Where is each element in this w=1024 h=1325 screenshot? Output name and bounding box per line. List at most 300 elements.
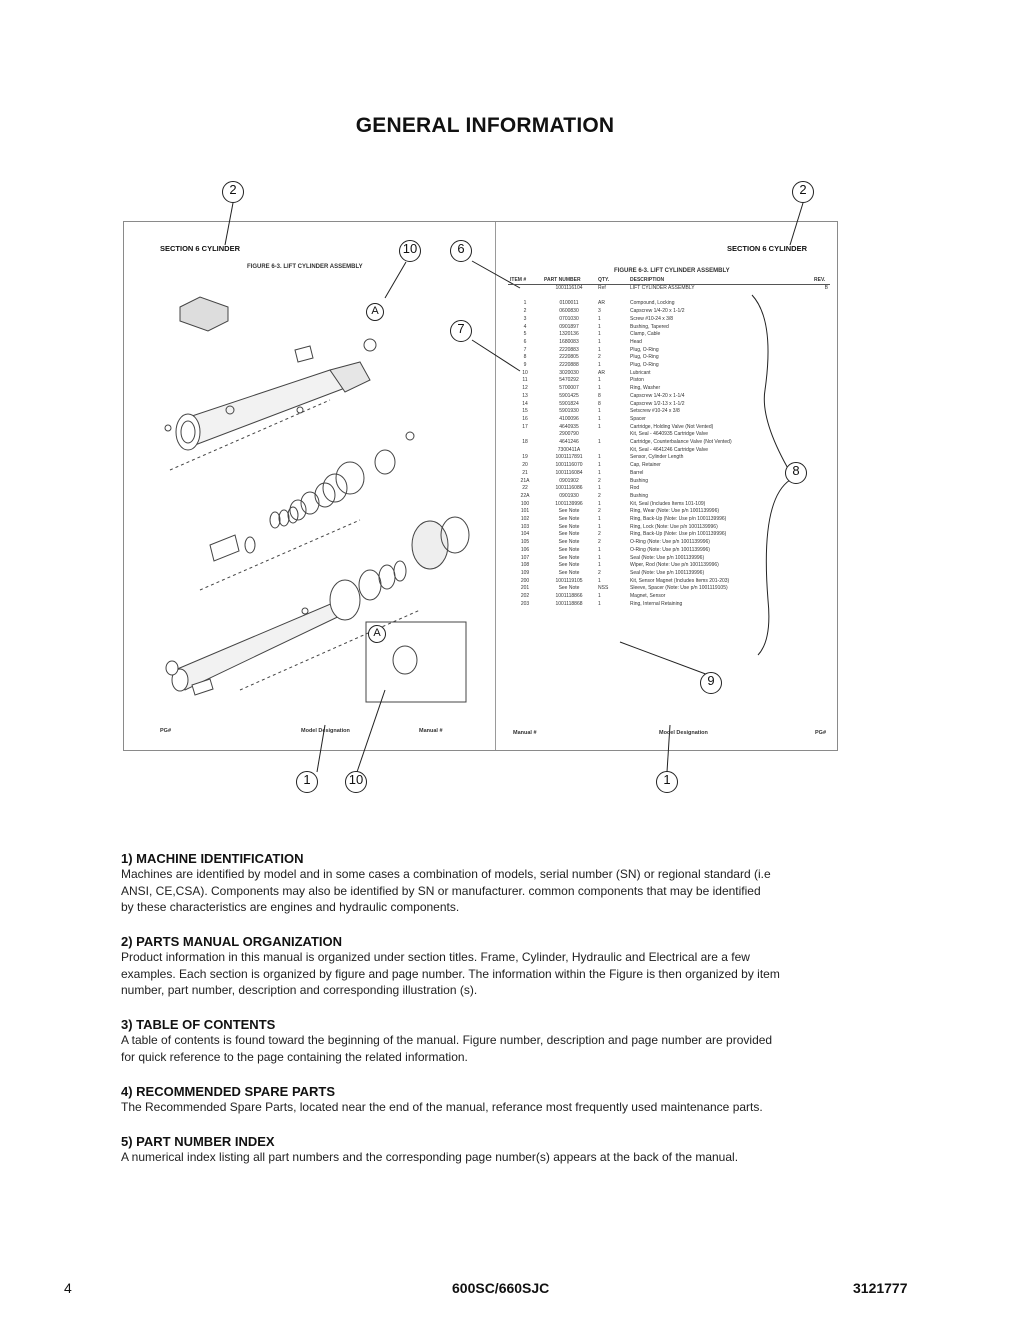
table-cell xyxy=(508,431,542,439)
table-cell: Ring, Washer xyxy=(630,385,661,392)
table-cell: Capscrew 1/2-13 x 1-1/2 xyxy=(630,400,685,407)
table-cell: 22 xyxy=(522,485,528,492)
section-line: The Recommended Spare Parts, located near the end of the manual, referance most frequently used maintenance parts. xyxy=(121,1100,763,1114)
callout-1-left: 1 xyxy=(296,771,318,793)
table-cell: Bushing, Tapered xyxy=(630,323,669,330)
table-cell xyxy=(812,339,830,347)
table-cell: 202 xyxy=(520,593,530,600)
left-section-title: SECTION 6 CYLINDER xyxy=(160,244,241,253)
table-cell: Bushing xyxy=(630,492,649,499)
table-cell: Ring, Back-Up (Note: Use p/n 1001139996) xyxy=(630,531,727,538)
section-machine-identification xyxy=(121,851,881,916)
table-cell: 1 xyxy=(598,523,601,530)
table-cell: See Note xyxy=(558,570,580,576)
callout-2-left: 2 xyxy=(222,181,244,203)
table-cell: 1 xyxy=(598,577,601,584)
table-cell: 5470292 xyxy=(559,377,579,384)
table-cell: 108 xyxy=(520,562,530,569)
table-row xyxy=(508,524,830,532)
table-cell: Capscrew 1/4-20 x 1-1/4 xyxy=(630,392,685,399)
table-cell: 1 xyxy=(598,500,601,507)
table-row xyxy=(508,424,830,432)
table-cell xyxy=(812,501,830,509)
callout-10-bottom: 10 xyxy=(345,771,367,793)
table-cell: 2220888 xyxy=(559,362,579,369)
table-cell: 1 xyxy=(598,423,601,430)
table-row xyxy=(508,308,830,316)
table-cell: 9 xyxy=(523,362,527,369)
table-cell: 1320136 xyxy=(559,331,579,338)
table-cell: Ref xyxy=(598,285,606,291)
table-cell: 19 xyxy=(522,454,528,461)
table-cell xyxy=(812,470,830,478)
parts-table xyxy=(508,276,830,609)
table-cell xyxy=(812,570,830,578)
table-cell xyxy=(812,462,830,470)
table-cell: Kit, Sensor Magnet (Includes Items 201-203) xyxy=(630,577,730,584)
table-cell xyxy=(812,362,830,370)
table-cell: Plug, O-Ring xyxy=(630,346,659,353)
table-row xyxy=(508,493,830,501)
table-cell xyxy=(508,285,542,293)
table-cell: 1 xyxy=(598,593,601,600)
table-cell: 1 xyxy=(598,362,601,369)
table-cell: 1 xyxy=(598,338,601,345)
table-cell xyxy=(812,539,830,547)
table-cell xyxy=(812,555,830,563)
table-row xyxy=(508,362,830,370)
table-cell: 4100096 xyxy=(559,415,579,422)
table-cell xyxy=(812,424,830,432)
table-cell: Spacer xyxy=(630,415,646,422)
table-cell: 2220883 xyxy=(559,346,579,353)
table-cell xyxy=(812,393,830,401)
table-cell: Cartridge, Counterbalance Valve (Not Vented) xyxy=(630,439,732,446)
table-cell: 1001116086 xyxy=(555,485,583,492)
col-part-number: PART NUMBER xyxy=(542,276,596,285)
table-cell: 105 xyxy=(520,539,530,546)
footer-doc-number: 3121777 xyxy=(853,1280,908,1296)
table-cell xyxy=(812,585,830,593)
callout-6: 6 xyxy=(450,240,472,262)
table-cell: 13 xyxy=(522,392,528,399)
table-cell xyxy=(812,439,830,447)
table-cell: 17 xyxy=(522,423,528,430)
table-cell: Clamp, Cable xyxy=(630,331,661,338)
table-cell xyxy=(812,354,830,362)
table-cell: Ring, Lock (Note: Use p/n 1001139996) xyxy=(630,523,718,530)
table-row xyxy=(508,501,830,509)
left-footer-manual: Manual # xyxy=(419,728,443,734)
table-cell: Lubricant xyxy=(630,369,651,376)
table-row xyxy=(508,354,830,362)
table-cell xyxy=(812,478,830,486)
table-cell: 21A xyxy=(520,477,530,484)
table-cell: 4 xyxy=(523,323,527,330)
table-cell: LIFT CYLINDER ASSEMBLY xyxy=(630,285,695,291)
section-line: number, part number, description and corresponding illustration (s). xyxy=(121,983,478,997)
table-cell: 1 xyxy=(598,454,601,461)
table-cell xyxy=(812,601,830,609)
table-cell: 2 xyxy=(598,570,601,576)
table-cell: AR xyxy=(598,300,605,307)
table-cell: Compound, Locking xyxy=(630,300,675,307)
table-cell: 22A xyxy=(520,492,530,499)
table-cell xyxy=(812,385,830,393)
footer-model: 600SC/660SJC xyxy=(452,1280,550,1296)
callout-7: 7 xyxy=(450,320,472,342)
table-row xyxy=(508,401,830,409)
table-cell: Cap, Retainer xyxy=(630,462,661,469)
table-row xyxy=(508,531,830,539)
section-part-number-index xyxy=(121,1134,881,1166)
table-cell xyxy=(542,293,596,301)
section-table-of-contents xyxy=(121,1017,881,1065)
table-cell: 5901930 xyxy=(559,408,579,415)
table-cell xyxy=(812,547,830,555)
table-row xyxy=(508,508,830,516)
table-row xyxy=(508,439,830,447)
table-cell: 1 xyxy=(598,600,601,607)
table-cell xyxy=(812,331,830,339)
table-cell: 1001118866 xyxy=(555,593,583,600)
table-cell xyxy=(812,562,830,570)
table-row xyxy=(508,462,830,470)
table-cell: 0901930 xyxy=(559,492,579,499)
table-cell xyxy=(812,370,830,378)
section-heading: 4) RECOMMENDED SPARE PARTS xyxy=(121,1084,336,1099)
table-cell xyxy=(812,578,830,586)
table-cell: B xyxy=(824,285,828,291)
table-cell: O-Ring (Note: Use p/n 1001139996) xyxy=(630,539,710,546)
table-cell: AR xyxy=(598,369,605,376)
table-row xyxy=(508,324,830,332)
table-cell xyxy=(812,347,830,355)
table-cell: Sleeve, Spacer (Note: Use p/n 1001119105) xyxy=(630,585,728,592)
table-cell: 3 xyxy=(523,315,527,322)
right-footer-manual: Manual # xyxy=(513,730,537,736)
table-row xyxy=(508,339,830,347)
callout-2-right: 2 xyxy=(792,181,814,203)
left-footer-model: Model Designation xyxy=(301,728,350,734)
table-cell: 1 xyxy=(598,562,601,569)
section-line: ANSI, CE,CSA). Components may also be identified by SN or manufacturer. common components that may be identified xyxy=(121,883,761,898)
table-cell: Ring, Internal Retaining xyxy=(630,600,683,607)
table-cell: Kit, Seal - 4641246 Cartridge Valve xyxy=(630,446,709,453)
table-cell: Wiper, Rod (Note: Use p/n 1001139996) xyxy=(630,562,719,569)
table-cell: 15 xyxy=(522,408,528,415)
table-cell: 102 xyxy=(520,516,530,523)
table-cell: 1 xyxy=(598,323,601,330)
table-row xyxy=(508,578,830,586)
table-cell: Magnet, Sensor xyxy=(630,593,666,600)
table-row xyxy=(508,539,830,547)
table-cell: 10 xyxy=(522,369,528,376)
table-cell: 7 xyxy=(523,346,527,353)
table-cell: 1 xyxy=(598,469,601,476)
table-cell: 0901902 xyxy=(559,477,579,484)
section-line: Product information in this manual is organized under section titles. Frame, Cylinder, Hydraulic and Electrical are a few xyxy=(121,950,750,964)
table-cell xyxy=(812,431,830,439)
table-cell: Head xyxy=(630,338,642,345)
parts-table-header xyxy=(508,276,830,285)
right-figure-caption: FIGURE 6-3. LIFT CYLINDER ASSEMBLY xyxy=(614,268,730,274)
table-cell: 1 xyxy=(598,315,601,322)
table-cell: Setscrew #10-24 x 3/8 xyxy=(630,408,680,415)
table-row xyxy=(508,300,830,308)
table-cell xyxy=(812,508,830,516)
table-cell: 1001139996 xyxy=(555,500,583,507)
section-line: Machines are identified by model and in some cases a combination of models, serial number (SN) or regional standard (i.e xyxy=(121,867,771,881)
table-cell xyxy=(812,485,830,493)
section-line: by these characteristics are engines and hydraulic components. xyxy=(121,900,460,914)
table-row xyxy=(508,370,830,378)
section-recommended-spare-parts xyxy=(121,1084,881,1116)
table-cell: 2 xyxy=(598,492,601,499)
table-row xyxy=(508,555,830,563)
page-title: GENERAL INFORMATION xyxy=(355,114,615,137)
table-cell: 0600830 xyxy=(559,308,579,315)
table-cell: Barrel xyxy=(630,469,644,476)
table-cell xyxy=(812,493,830,501)
table-cell: 5700007 xyxy=(559,385,579,392)
table-row xyxy=(508,293,830,301)
table-cell: Cartridge, Holding Valve (Not Vented) xyxy=(630,423,714,430)
table-cell: 11 xyxy=(522,377,528,384)
col-description: DESCRIPTION xyxy=(628,276,812,285)
table-cell: See Note xyxy=(558,546,580,553)
section-line: for quick reference to the page containing the related information. xyxy=(121,1049,468,1064)
table-cell: 6 xyxy=(523,338,527,345)
table-cell: 1 xyxy=(598,385,601,392)
table-cell: See Note xyxy=(558,516,580,523)
table-cell: See Note xyxy=(558,539,580,546)
table-row xyxy=(508,431,830,439)
table-cell xyxy=(812,316,830,324)
section-line: A numerical index listing all part numbers and the corresponding page number(s) appears at the back of the manual. xyxy=(121,1150,739,1164)
table-cell: Sensor, Cylinder Length xyxy=(630,454,684,461)
table-cell: 104 xyxy=(520,531,530,538)
table-row xyxy=(508,585,830,593)
right-section-title: SECTION 6 CYLINDER xyxy=(727,244,808,253)
table-cell: 5901824 xyxy=(559,400,579,407)
table-cell xyxy=(812,401,830,409)
table-cell xyxy=(812,408,830,416)
table-cell: 8 xyxy=(598,400,601,407)
table-cell: 201 xyxy=(520,585,530,592)
table-cell: Seal (Note: Use p/n 1001139996) xyxy=(630,554,705,561)
table-cell xyxy=(812,524,830,532)
section-parts-manual-organization xyxy=(121,934,881,999)
table-cell: 18 xyxy=(522,439,528,446)
table-cell: Kit, Seal (Includes Items 101-109) xyxy=(630,500,706,507)
table-cell: 8 xyxy=(523,354,527,361)
table-row xyxy=(508,416,830,424)
table-row xyxy=(508,393,830,401)
col-qty: QTY. xyxy=(596,276,628,285)
table-cell xyxy=(508,447,542,455)
table-cell: 1680083 xyxy=(559,338,579,345)
table-cell: 1 xyxy=(598,546,601,553)
callout-9: 9 xyxy=(700,672,722,694)
table-cell xyxy=(812,293,830,301)
table-row xyxy=(508,516,830,524)
detail-a-callout-top: A xyxy=(366,303,384,321)
table-row xyxy=(508,331,830,339)
table-cell: 2 xyxy=(598,354,601,361)
table-cell: 1 xyxy=(598,485,601,492)
section-heading: 2) PARTS MANUAL ORGANIZATION xyxy=(121,934,342,949)
table-cell: 2 xyxy=(598,539,601,546)
table-cell: 200 xyxy=(520,577,530,584)
table-cell: 21 xyxy=(522,469,528,476)
table-row xyxy=(508,478,830,486)
table-cell xyxy=(812,447,830,455)
table-cell: Rod xyxy=(630,485,640,492)
table-cell: 1 xyxy=(598,415,601,422)
table-cell: 1 xyxy=(598,346,601,353)
table-row xyxy=(508,377,830,385)
table-cell: 1001116070 xyxy=(555,462,583,469)
table-cell: 16 xyxy=(522,415,528,422)
table-cell: Bushing xyxy=(630,477,649,484)
table-cell: Plug, O-Ring xyxy=(630,362,659,369)
table-cell: 2220805 xyxy=(559,354,579,361)
table-cell: 7300411A xyxy=(557,446,581,453)
table-cell: Capscrew 1/4-20 x 1-1/2 xyxy=(630,308,685,315)
col-rev: REV. xyxy=(812,276,830,285)
table-cell: See Note xyxy=(558,585,580,592)
table-cell: See Note xyxy=(558,554,580,561)
table-row xyxy=(508,485,830,493)
table-row xyxy=(508,454,830,462)
table-cell xyxy=(596,447,628,455)
table-cell: 103 xyxy=(520,523,530,530)
section-line: A table of contents is found toward the beginning of the manual. Figure number, description and page number are provided xyxy=(121,1033,773,1047)
table-row xyxy=(508,408,830,416)
callout-10-top: 10 xyxy=(399,240,421,262)
table-cell xyxy=(812,308,830,316)
table-row xyxy=(508,316,830,324)
table-cell: Seal (Note: Use p/n 1001139996) xyxy=(630,570,705,576)
table-cell: Kit, Seal - 4640935 Cartridge Valve xyxy=(630,431,709,438)
section-heading: 3) TABLE OF CONTENTS xyxy=(121,1017,276,1032)
table-cell: 1001118868 xyxy=(555,600,583,607)
table-cell: 1001116084 xyxy=(555,469,583,476)
table-cell: 1 xyxy=(598,439,601,446)
table-cell: 1 xyxy=(598,408,601,415)
table-cell xyxy=(596,293,628,301)
table-cell: See Note xyxy=(558,531,580,538)
table-cell: 2 xyxy=(598,477,601,484)
table-row xyxy=(508,570,830,578)
table-cell: 101 xyxy=(520,508,530,515)
section-line: examples. Each section is organized by figure and page number. The information within the Figure is then organized by item xyxy=(121,966,780,981)
table-row xyxy=(508,601,830,609)
table-cell: 100 xyxy=(520,500,530,507)
table-cell xyxy=(812,416,830,424)
table-row xyxy=(508,562,830,570)
page-number: 4 xyxy=(64,1280,72,1296)
table-cell: 0701030 xyxy=(559,315,579,322)
table-cell: 1001117891 xyxy=(555,454,583,461)
table-cell: 5901425 xyxy=(559,392,579,399)
table-cell: 1 xyxy=(523,300,527,307)
parts-table-body xyxy=(508,285,830,609)
table-cell: Piston xyxy=(630,377,644,384)
table-cell: See Note xyxy=(558,508,580,515)
table-cell xyxy=(812,516,830,524)
table-cell: 2 xyxy=(598,531,601,538)
table-cell: See Note xyxy=(558,562,580,569)
table-cell xyxy=(628,293,812,301)
right-footer-pg: PG# xyxy=(815,730,827,736)
detail-a-callout-bottom: A xyxy=(368,625,386,643)
table-cell xyxy=(812,531,830,539)
table-cell: 2 xyxy=(523,308,527,315)
table-cell: 2900790 xyxy=(559,431,579,438)
table-cell: 2 xyxy=(598,508,601,515)
table-row xyxy=(508,447,830,455)
callout-8: 8 xyxy=(785,462,807,484)
table-cell: 8 xyxy=(598,392,601,399)
table-cell: 5 xyxy=(523,331,527,338)
table-cell: 12 xyxy=(522,385,528,392)
table-cell: Plug, O-Ring xyxy=(630,354,659,361)
left-footer-pg: PG# xyxy=(160,728,172,734)
table-cell: 1 xyxy=(598,554,601,561)
table-cell xyxy=(508,293,542,301)
table-cell: O-Ring (Note: Use p/n 1001139996) xyxy=(630,546,710,553)
table-cell: 14 xyxy=(522,400,528,407)
col-item: ITEM # xyxy=(508,276,542,285)
table-cell: 20 xyxy=(522,462,528,469)
table-row xyxy=(508,347,830,355)
table-cell: 1 xyxy=(598,377,601,384)
table-cell: 1 xyxy=(598,331,601,338)
callout-1-right: 1 xyxy=(656,771,678,793)
table-cell: 203 xyxy=(520,600,530,607)
table-cell xyxy=(812,324,830,332)
table-cell: 0100011 xyxy=(559,300,579,307)
table-cell: 106 xyxy=(520,546,530,553)
table-cell: 1001119105 xyxy=(555,577,583,584)
table-cell: NSS xyxy=(598,585,609,592)
table-cell: 3 xyxy=(598,308,601,315)
table-cell: 0901897 xyxy=(559,323,579,330)
table-row xyxy=(508,285,830,293)
left-figure-caption: FIGURE 6-3. LIFT CYLINDER ASSEMBLY xyxy=(247,264,363,270)
table-row xyxy=(508,385,830,393)
table-cell: 1 xyxy=(598,516,601,523)
table-cell: 3020030 xyxy=(559,369,579,376)
table-cell: 109 xyxy=(520,570,530,576)
table-cell: 1 xyxy=(598,462,601,469)
table-cell: 4641246 xyxy=(559,439,579,446)
table-cell xyxy=(812,300,830,308)
table-cell xyxy=(812,593,830,601)
table-cell: 4640935 xyxy=(559,423,579,430)
table-row xyxy=(508,470,830,478)
table-cell xyxy=(596,431,628,439)
table-cell: 1001116104 xyxy=(555,285,583,291)
right-footer-model: Model Designation xyxy=(659,730,708,736)
table-cell: Ring, Wear (Note: Use p/n 1001139996) xyxy=(630,508,720,515)
table-cell xyxy=(812,454,830,462)
section-heading: 5) PART NUMBER INDEX xyxy=(121,1134,275,1149)
table-cell xyxy=(812,377,830,385)
table-cell: 107 xyxy=(520,554,530,561)
